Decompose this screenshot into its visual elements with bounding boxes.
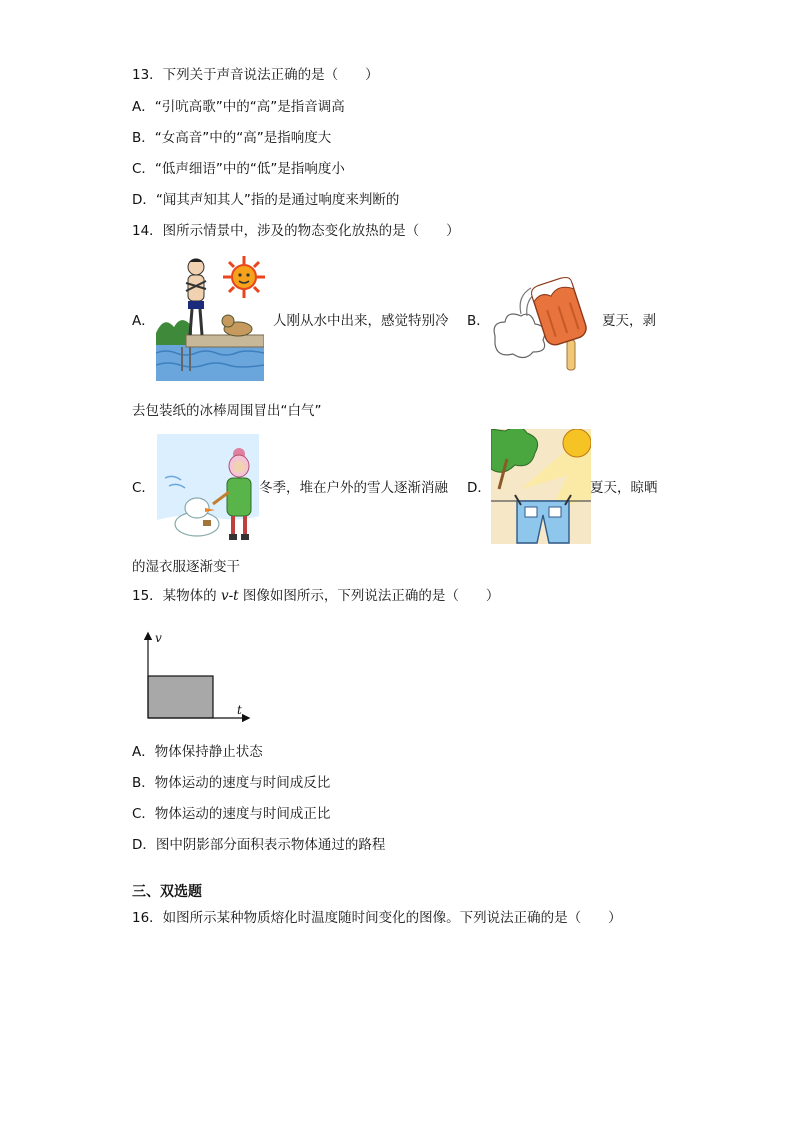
shaded-area <box>148 676 213 718</box>
q14-option-d-label: D． <box>467 480 491 496</box>
q15-stem-pre: 15．某物体的 <box>132 588 221 604</box>
q15-option-b: B．物体运动的速度与时间成反比 <box>132 775 331 791</box>
q13-option-a: A．“引吭高歌”中的“高”是指音调高 <box>132 99 345 115</box>
q14-option-a-text: 人刚从水中出来，感觉特别冷 <box>273 313 449 329</box>
q13-option-c: C．“低声细语”中的“低”是指响度小 <box>132 161 345 177</box>
q14-option-c-label: C． <box>132 480 155 496</box>
laundry-illustration <box>491 429 591 544</box>
x-axis-label: t <box>237 703 242 717</box>
q14-option-b-label: B． <box>467 313 490 329</box>
q15-option-c: C．物体运动的速度与时间成正比 <box>132 806 331 822</box>
q15-option-a: A．物体保持静止状态 <box>132 744 263 760</box>
q13-option-b: B．“女高音”中的“高”是指响度大 <box>132 130 332 146</box>
q14-option-a-label: A． <box>132 313 155 329</box>
snowman-illustration <box>157 434 259 546</box>
q14-option-d-text-1: 夏天，晾晒 <box>590 480 658 496</box>
water-shape <box>156 343 264 381</box>
q15-stem-var: v-t <box>220 588 239 604</box>
q14-option-b-text-1: 夏天，剥 <box>602 313 656 329</box>
q15-stem <box>132 587 499 605</box>
q14-option-c-text: 冬季，堆在户外的雪人逐渐消融 <box>259 480 448 496</box>
q16-stem: 16．如图所示某种物质熔化时温度随时间变化的图像。下列说法正确的是（ ） <box>132 910 622 926</box>
q13-stem: 13．下列关于声音说法正确的是（ ） <box>132 67 379 83</box>
q15-stem-post: 图像如图所示，下列说法正确的是（ ） <box>238 588 500 604</box>
q15-option-d: D．图中阴影部分面积表示物体通过的路程 <box>132 837 386 853</box>
q14-stem: 14．图所示情景中，涉及的物态变化放热的是（ ） <box>132 223 460 239</box>
q13-option-d: D．“闻其声知其人”指的是通过响度来判断的 <box>132 192 400 208</box>
q14-option-b-text-2: 去包装纸的冰棒周围冒出“白气” <box>132 403 322 419</box>
sun-icon <box>222 255 266 299</box>
vt-graph <box>140 628 255 724</box>
q14-option-d-text-2: 的湿衣服逐渐变干 <box>132 559 240 575</box>
section-title: 三、双选题 <box>132 884 202 900</box>
y-axis-label: v <box>155 631 162 645</box>
popsicle-illustration <box>491 266 601 372</box>
